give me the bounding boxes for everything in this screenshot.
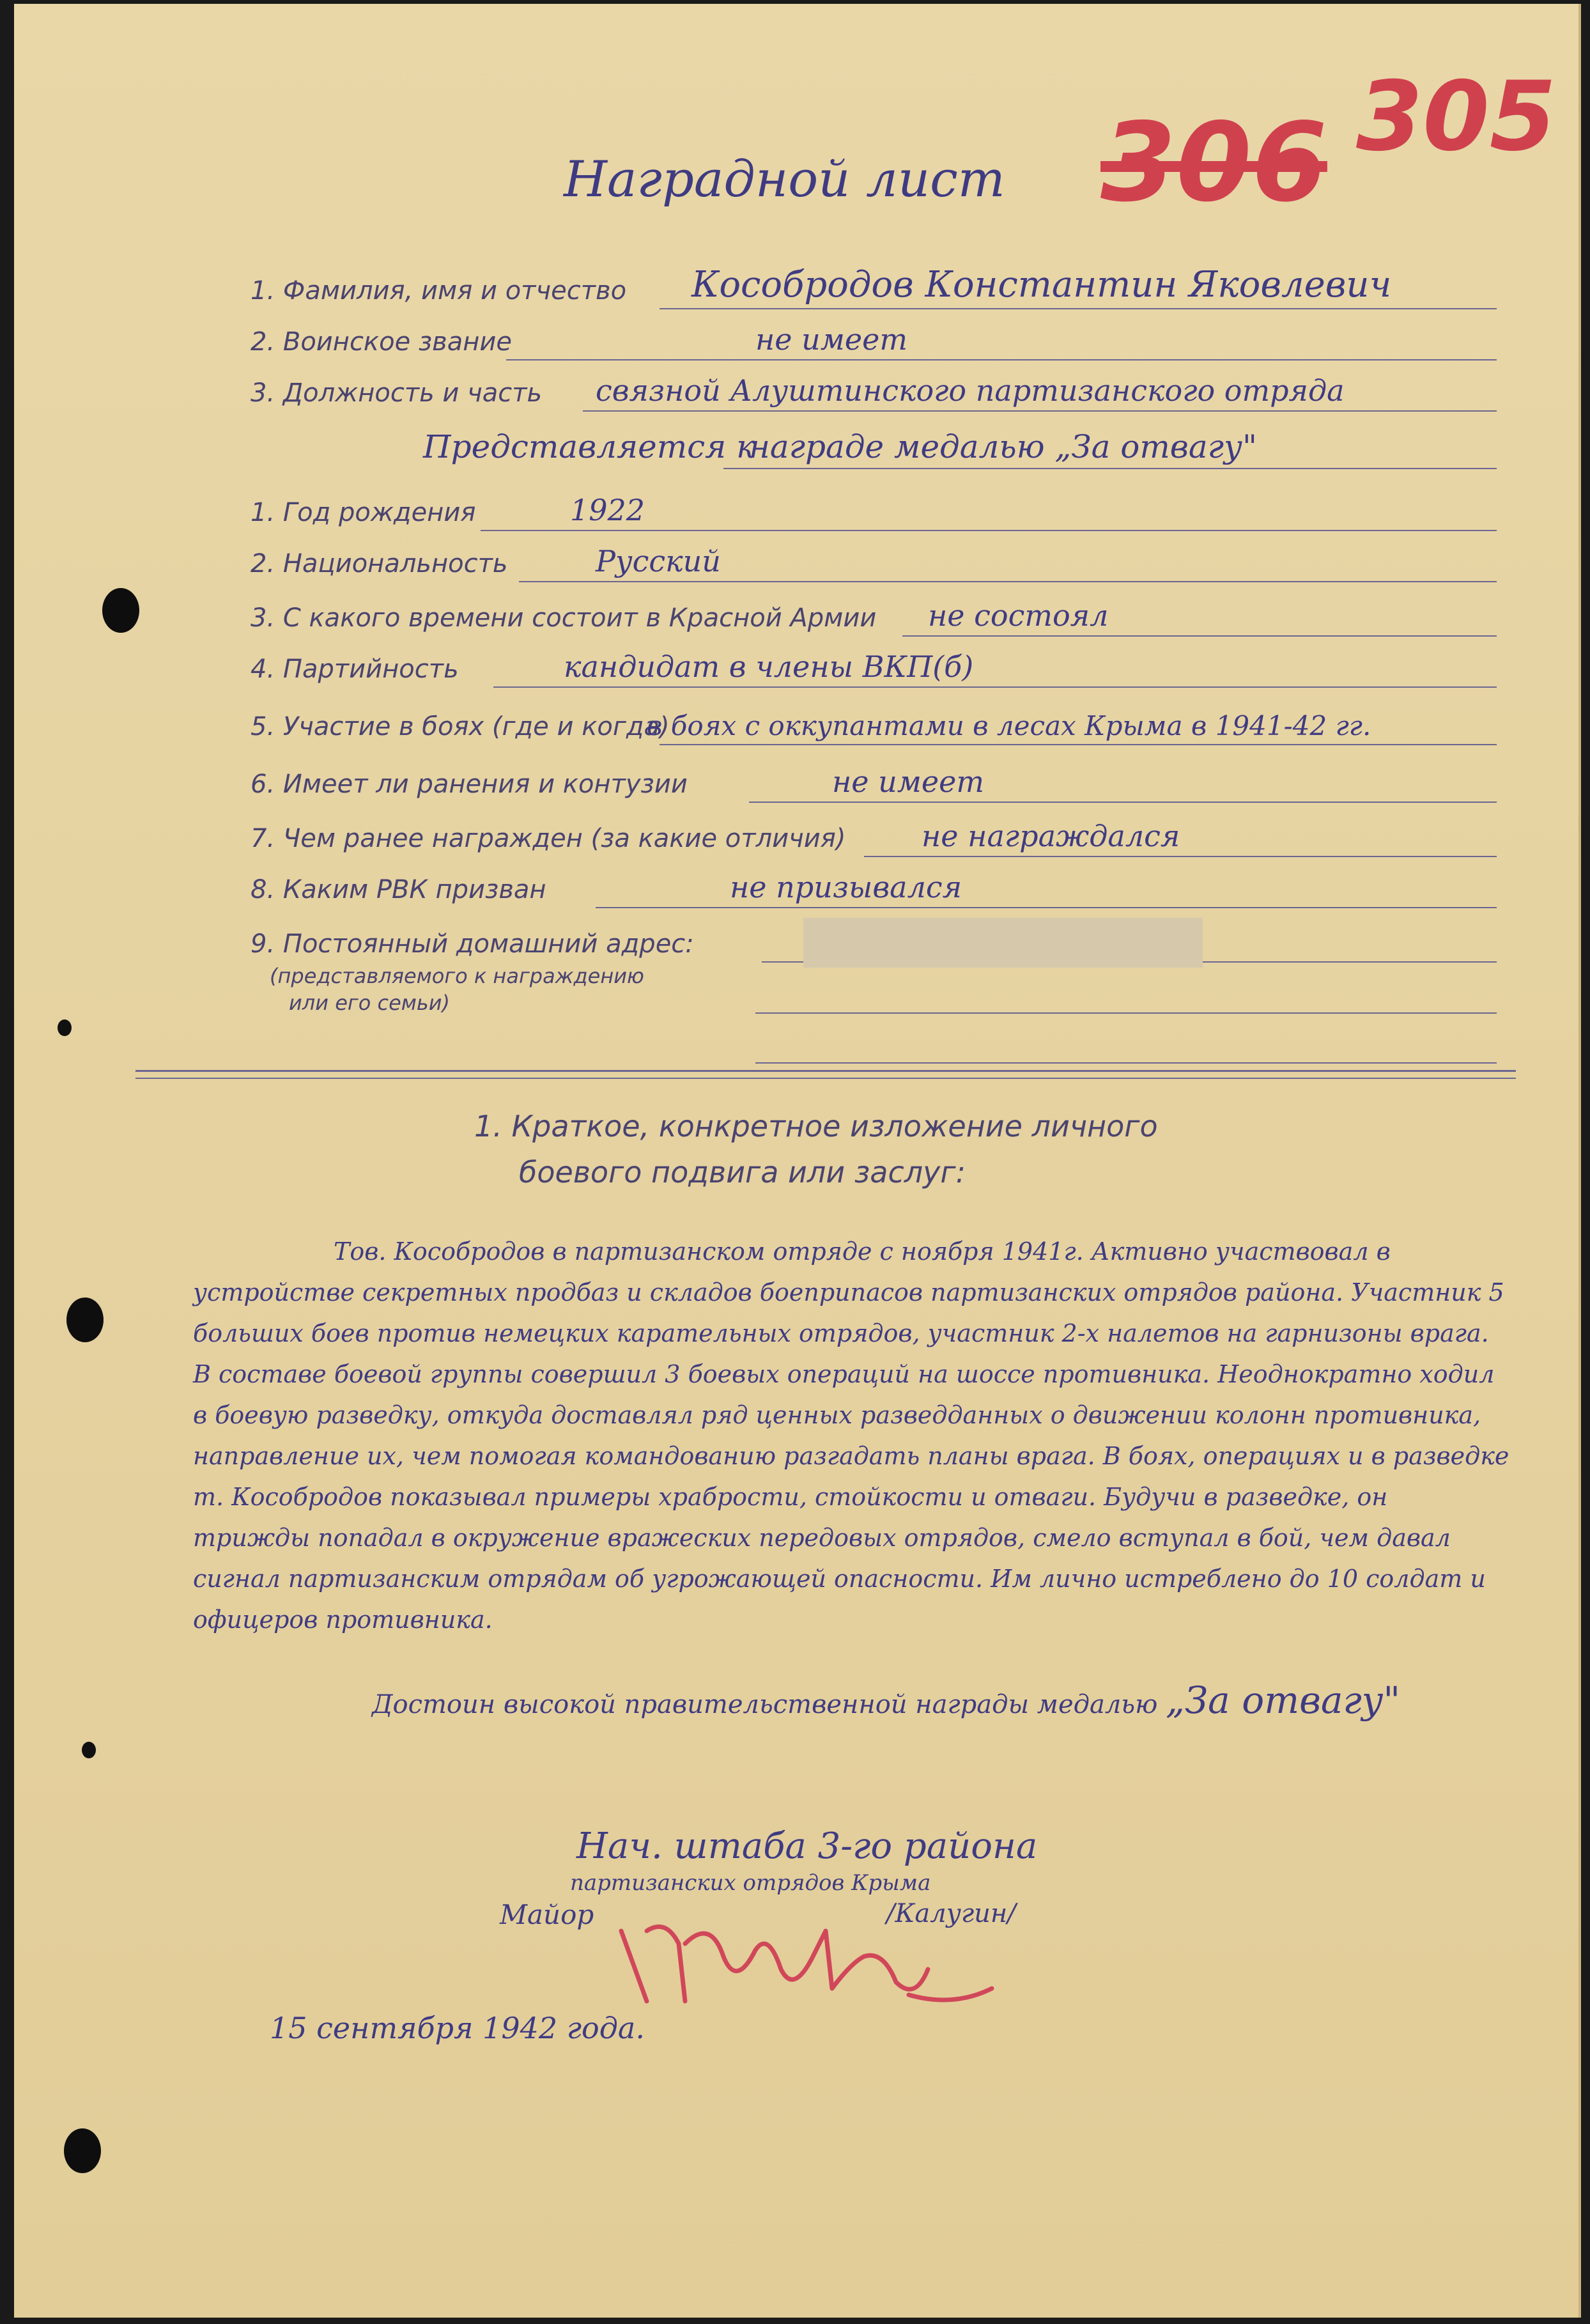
signer-position: Нач. штаба 3-го района — [576, 1825, 1038, 1867]
field-nominated-for: Представляется к награде медалью „За отвагу" — [423, 424, 1497, 469]
field-red-army-since: 3. С какого времени состоит в Красной Армии не состоял — [251, 592, 1497, 637]
award-name: „За отвагу" — [1166, 1678, 1401, 1722]
field-full-name: 1. Фамилия, имя и отчество Кособродов Константин Яковлевич — [251, 265, 1497, 309]
signer-rank: Майор — [500, 1899, 594, 1930]
address-note: (представляемого к награждению или его семьи) — [270, 964, 644, 1015]
address-line-2 — [755, 1012, 1497, 1014]
archive-number: 305 — [1356, 61, 1557, 173]
document-title: Наградной лист — [564, 151, 1005, 208]
field-military-rank: 2. Воинское звание не имеет — [251, 316, 1497, 360]
field-home-address: 9. Постоянный домашний адрес: — [251, 918, 1497, 963]
field-position-unit: 3. Должность и часть связной Алуштинского партизанского отряда — [251, 367, 1497, 412]
punch-mark — [82, 1742, 96, 1758]
redacted-address — [803, 918, 1203, 968]
punch-hole — [66, 1298, 104, 1342]
field-previous-awards: 7. Чем ранее награжден (за какие отличия) не награждался — [251, 812, 1497, 857]
signer-name: /Калугин/ — [886, 1899, 1016, 1928]
field-nationality: 2. Национальность Русский — [251, 538, 1497, 582]
divider-rule — [135, 1078, 1516, 1079]
punch-mark — [58, 1019, 72, 1036]
address-line-3 — [755, 1062, 1497, 1064]
field-wounds: 6. Имеет ли ранения и контузии не имеет — [251, 758, 1497, 803]
conclusion: Достоин высокой правительственной награды медалью „За отвагу" — [372, 1678, 1401, 1722]
signer-unit: партизанских отрядов Крыма — [570, 1870, 931, 1896]
handwritten-signature — [608, 1893, 1005, 2040]
field-conscripted-by: 8. Каким РВК призван не призывался — [251, 864, 1497, 908]
punch-hole — [64, 2128, 101, 2173]
crossed-out-number: 306 — [1100, 100, 1327, 226]
field-party: 4. Партийность кандидат в члены ВКП(б) — [251, 643, 1497, 688]
merit-description: Тов. Кособродов в партизанском отряде с ноября 1941г. Активно участвовал в устройстве секретных продбаз и складов боеприпасов партизанских отрядов района. Участник 5 больших боев против немецких карательных отрядов, участник 2-х налетов на гарнизоны врага. В составе боевой группы совершил 3 боевых операций на шоссе противника. Неоднократно ходил в боевую разведку, откуда доставлял ряд ценных разведданных о движении колонн противника, направление их, чем помогая командованию разгадать планы врага. В боях, операциях и в разведке т. Кособродов показывал примеры храбрости, стойкости и отваги. Будучи в разведке, он трижды попадал в окружение вражеских передовых отрядов, смело вступал в бой, чем давал сигнал партизанским отрядам об угрожающей опасности. Им лично истреблено до 10 солдат и офицеров противника. — [193, 1237, 1509, 1634]
field-battles: 5. Участие в боях (где и когда) в боях с оккупантами в лесах Крыма в 1941-42 гг. — [251, 701, 1497, 745]
field-birth-year: 1. Год рождения 1922 — [251, 486, 1497, 531]
award-sheet — [14, 4, 1581, 2318]
section-heading: 1. Краткое, конкретное изложение личного боевого подвига или заслуг: — [474, 1109, 1158, 1189]
document-date: 15 сентября 1942 года. — [270, 2011, 645, 2045]
punch-hole — [102, 588, 139, 633]
divider-rule — [135, 1070, 1516, 1072]
